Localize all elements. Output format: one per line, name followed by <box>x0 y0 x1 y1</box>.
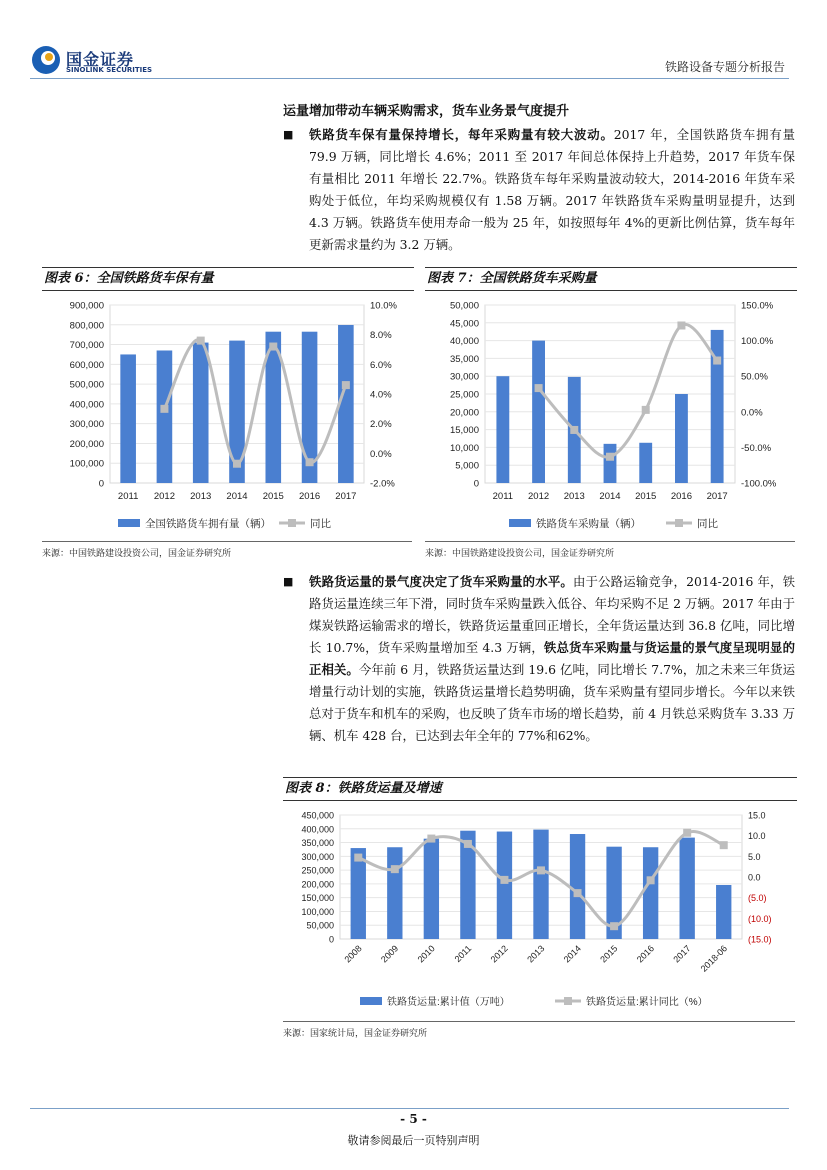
section-title: 运量增加带动车辆采购需求，货车业务景气度提升 <box>283 104 570 119</box>
line-point <box>574 889 582 897</box>
line-point <box>683 829 691 837</box>
para1-lead: 铁路货车保有量保持增长，每年采购量有较大波动。 <box>309 127 614 142</box>
line-point <box>197 337 205 345</box>
para2-body-2: 今年前 6 月，铁路货运量达到 19.6 亿吨，同比增长 7.7%，加之未来三年货运增量行动计划的实施，铁路货运量增长趋势明确，货车采购量有望同步增长。今年以来铁总对于货车和机车的采购，也反映了货车市场的增长趋势，前 4 月铁总采购货车 3.33 万辆、机车 428 台，已达到去年全年的 77%和62%。 <box>309 662 795 743</box>
y-right-tick-label: 6.0% <box>370 359 392 371</box>
y-right-tick-label: 5.0 <box>748 851 761 862</box>
legend-label: 同比 <box>697 518 718 530</box>
bar <box>193 343 209 483</box>
legend-label: 铁路货运量:累计同比（%） <box>586 997 708 1008</box>
x-tick-label: 2012 <box>488 943 510 965</box>
x-tick-label: 2012 <box>153 491 175 502</box>
fig6-source: 来源：中国铁路建设投资公司，国金证券研究所 <box>42 549 232 559</box>
bar <box>639 443 652 483</box>
legend-bar-swatch <box>360 997 382 1005</box>
series-line <box>539 324 718 457</box>
y-right-tick-label: 15.0 <box>748 810 766 821</box>
header-divider <box>30 78 789 79</box>
line-point <box>269 343 277 351</box>
x-tick-label: 2013 <box>563 491 585 502</box>
y-left-tick-label: 700,000 <box>69 340 104 352</box>
line-point <box>306 458 314 466</box>
bar <box>604 444 617 483</box>
bar <box>120 354 136 483</box>
x-tick-label: 2008 <box>342 943 364 965</box>
y-right-tick-label: 0.0% <box>741 407 763 419</box>
bar <box>533 830 548 939</box>
y-right-tick-label: 100.0% <box>741 336 774 348</box>
para1-body: 2017 年，全国铁路货车拥有量 79.9 万辆，同比增长 4.6%；2011 至 2017 年间总体保持上升趋势，2017 年货车保有量相比 2011 年增长 22.7%。铁路货车每年采购量波动较大，2014-2016 年货车采购处于低位，年均采购规模仅有 1.58 万辆。2017 年铁路货车采购量明显提升，达到 4.3 万辆。铁路货车使用寿命一般为 25 年，如按照每年 4%的更新比例估算，货车每年更新需求量约为 3.2 万辆。 <box>309 127 795 252</box>
y-left-tick-label: 0 <box>98 478 104 490</box>
line-point <box>720 841 728 849</box>
legend-line-marker <box>288 519 296 527</box>
y-right-tick-label: 4.0% <box>370 389 392 401</box>
y-right-tick-label: (5.0) <box>748 893 767 904</box>
y-right-tick-label: (10.0) <box>748 913 772 924</box>
line-point <box>677 322 685 330</box>
y-right-tick-label: 2.0% <box>370 419 392 431</box>
y-left-tick-label: 500,000 <box>69 379 104 391</box>
para2-body-1: 由于公路运输竞争，2014-2016 年，铁路货运量连续三年下滑，同时货车采购量跌入低谷、年均采购不足 2 万辆。2017 年由于煤炭铁路运输需求的增长，铁路货运量重回正增长，全年货运量达到 36.8 亿吨，同比增长 10.7%，货车采购量增加至 4.3 万辆， <box>309 574 795 655</box>
bar <box>570 834 585 939</box>
y-left-tick-label: 5,000 <box>455 460 479 472</box>
page-number: - 5 - <box>400 1112 427 1126</box>
x-tick-label: 2016 <box>670 491 692 502</box>
y-left-tick-label: 800,000 <box>69 320 104 332</box>
bullet-icon: ■ <box>283 575 294 588</box>
line-point <box>233 460 241 468</box>
y-left-tick-label: 10,000 <box>449 442 479 454</box>
y-right-tick-label: -50.0% <box>741 442 772 454</box>
footer-divider <box>30 1108 789 1109</box>
y-left-tick-label: 900,000 <box>69 300 104 312</box>
x-tick-label: 2016 <box>634 943 657 965</box>
y-left-tick-label: 50,000 <box>449 300 479 312</box>
fig8-source-rule <box>283 1021 795 1022</box>
bar <box>643 847 658 939</box>
bar <box>424 839 439 939</box>
x-tick-label: 2015 <box>262 491 284 502</box>
x-tick-label: 2017 <box>706 491 728 502</box>
y-left-tick-label: 350,000 <box>301 838 334 849</box>
line-point <box>500 876 508 884</box>
y-right-tick-label: 150.0% <box>741 300 774 312</box>
y-left-tick-label: 300,000 <box>69 419 104 431</box>
fig6-source-rule <box>42 541 412 542</box>
line-point <box>391 865 399 873</box>
line-point <box>570 426 578 434</box>
y-left-tick-label: 600,000 <box>69 359 104 371</box>
y-left-tick-label: 100,000 <box>69 458 104 470</box>
fig6-title: 图表 6：全国铁路货车保有量 <box>42 267 414 291</box>
line-point <box>647 876 655 884</box>
y-left-tick-label: 250,000 <box>301 865 334 876</box>
y-right-tick-label: 0.0% <box>370 448 392 460</box>
y-left-tick-label: 150,000 <box>301 893 334 904</box>
footer-disclaimer: 敬请参阅最后一页特别声明 <box>347 1134 480 1147</box>
y-right-tick-label: (15.0) <box>748 934 772 945</box>
report-title: 铁路设备专题分析报告 <box>664 60 785 74</box>
y-left-tick-label: 100,000 <box>301 906 334 917</box>
paragraph-2 <box>283 571 795 747</box>
x-tick-label: 2009 <box>378 943 401 965</box>
fig6-chart <box>42 294 412 539</box>
bar <box>716 885 731 939</box>
legend-label: 铁路货车采购量（辆） <box>536 518 641 530</box>
x-tick-label: 2013 <box>190 491 212 502</box>
y-right-tick-label: -2.0% <box>370 478 395 490</box>
y-right-tick-label: 10.0% <box>370 300 397 312</box>
line-point <box>537 866 545 874</box>
x-tick-label: 2015 <box>635 491 657 502</box>
y-left-tick-label: 40,000 <box>449 336 479 348</box>
y-right-tick-label: 0.0 <box>748 872 761 883</box>
fig7-title: 图表 7：全国铁路货车采购量 <box>425 267 797 291</box>
legend-label: 铁路货运量:累计值（万吨） <box>387 997 510 1008</box>
line-point <box>342 381 350 389</box>
x-tick-label: 2012 <box>528 491 550 502</box>
fig8-source: 来源：国家统计局，国金证券研究所 <box>283 1029 428 1039</box>
y-left-tick-label: 300,000 <box>301 851 334 862</box>
bar <box>497 832 512 939</box>
line-point <box>354 854 362 862</box>
x-tick-label: 2014 <box>561 943 583 965</box>
y-left-tick-label: 400,000 <box>301 824 334 835</box>
x-tick-label: 2013 <box>525 943 547 965</box>
line-point <box>642 406 650 414</box>
bar <box>680 838 695 939</box>
paragraph-1 <box>283 124 795 256</box>
bullet-icon: ■ <box>283 128 294 141</box>
brand-name-en: SINOLINK SECURITIES <box>66 66 153 74</box>
x-tick-label: 2011 <box>452 943 474 965</box>
fig7-source: 来源：中国铁路建设投资公司，国金证券研究所 <box>425 549 615 559</box>
bar <box>675 394 688 483</box>
legend-label: 同比 <box>310 518 331 530</box>
y-left-tick-label: 450,000 <box>301 810 334 821</box>
y-left-tick-label: 25,000 <box>449 389 479 401</box>
x-tick-label: 2015 <box>598 943 620 965</box>
fig7-chart <box>425 294 795 539</box>
x-tick-label: 2016 <box>299 491 321 502</box>
x-tick-label: 2014 <box>599 491 621 502</box>
line-point <box>427 835 435 843</box>
y-right-tick-label: 8.0% <box>370 330 392 342</box>
para2-emphasis: 铁总货车采购量与货运量的景气度呈现明显的正相关。 <box>309 640 796 677</box>
fig8-title: 图表 8：铁路货运量及增速 <box>283 777 797 801</box>
line-point <box>535 384 543 392</box>
y-left-tick-label: 45,000 <box>449 318 479 330</box>
y-right-tick-label: 10.0 <box>748 831 766 842</box>
legend-bar-swatch <box>509 519 531 527</box>
series-line <box>164 340 345 464</box>
x-tick-label: 2011 <box>492 491 514 502</box>
y-left-tick-label: 400,000 <box>69 399 104 411</box>
x-tick-label: 2017 <box>335 491 357 502</box>
fig7-source-rule <box>425 541 795 542</box>
x-tick-label: 2014 <box>226 491 248 502</box>
bar <box>387 847 402 939</box>
bar <box>157 350 173 483</box>
y-left-tick-label: 30,000 <box>449 371 479 383</box>
line-point <box>160 405 168 413</box>
y-left-tick-label: 0 <box>328 934 334 945</box>
y-right-tick-label: 50.0% <box>741 371 768 383</box>
brand-name: 国金证券 <box>66 50 135 69</box>
line-point <box>610 922 618 930</box>
legend-line-marker <box>564 997 572 1005</box>
line-point <box>713 357 721 365</box>
para2-lead: 铁路货运量的景气度决定了货车采购量的水平。 <box>309 574 573 589</box>
y-left-tick-label: 35,000 <box>449 353 479 365</box>
x-tick-label: 2017 <box>671 943 693 965</box>
legend-bar-swatch <box>118 519 140 527</box>
y-left-tick-label: 0 <box>473 478 479 490</box>
y-left-tick-label: 15,000 <box>449 425 479 437</box>
bar <box>496 376 509 483</box>
y-left-tick-label: 20,000 <box>449 407 479 419</box>
y-left-tick-label: 200,000 <box>69 438 104 450</box>
y-left-tick-label: 200,000 <box>301 879 334 890</box>
fig8-chart <box>283 804 795 1019</box>
line-point <box>464 840 472 848</box>
x-tick-label: 2010 <box>415 943 437 965</box>
x-tick-label: 2018-06 <box>698 943 730 974</box>
legend-line-marker <box>675 519 683 527</box>
legend-label: 全国铁路货车拥有量（辆） <box>145 518 271 530</box>
bar <box>532 341 545 483</box>
line-point <box>606 453 614 461</box>
y-right-tick-label: -100.0% <box>741 478 777 490</box>
y-left-tick-label: 50,000 <box>306 920 334 931</box>
x-tick-label: 2011 <box>117 491 139 502</box>
brand-logo-icon <box>30 44 62 76</box>
